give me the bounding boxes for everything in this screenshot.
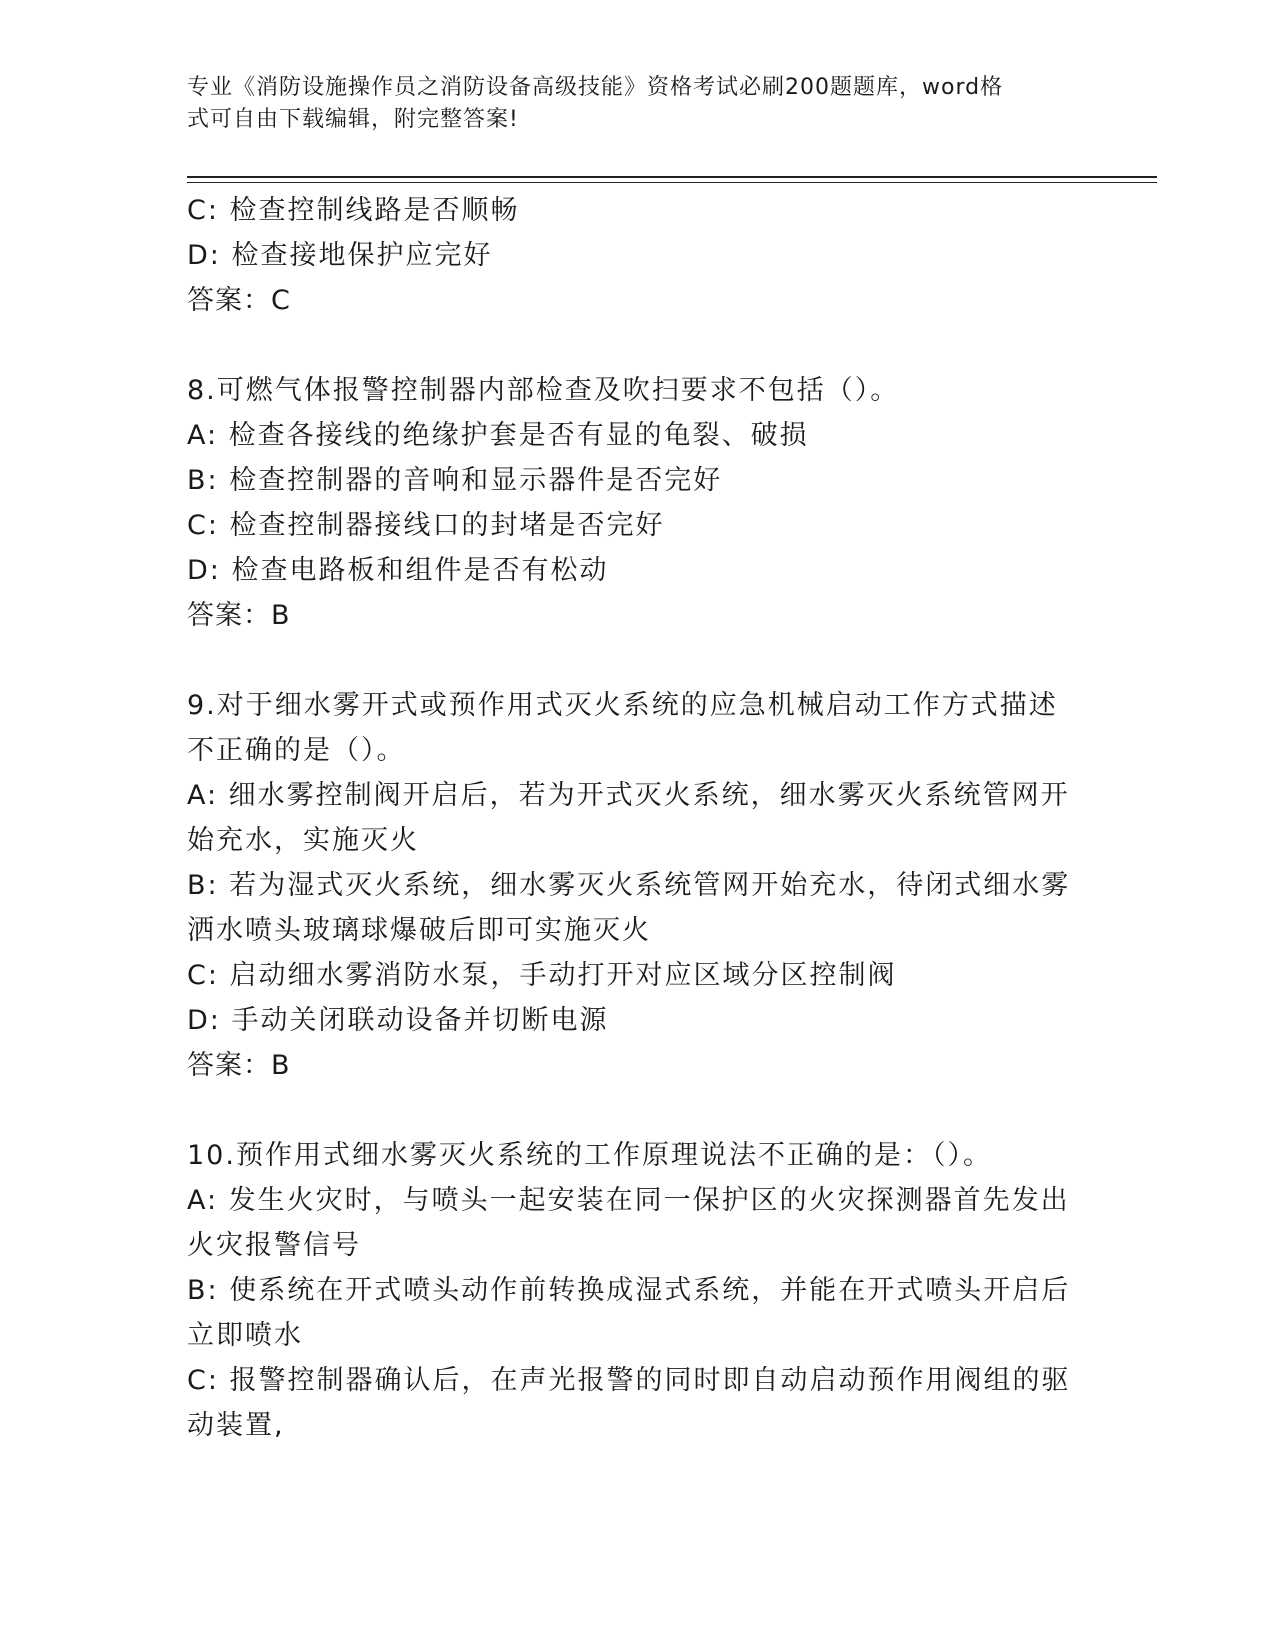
option-a: A: 发生火灾时，与喷头一起安装在同一保护区的火灾探测器首先发出 (187, 1185, 1070, 1216)
option-b: B: 若为湿式灭火系统，细水雾灭火系统管网开始充水，待闭式细水雾 (187, 870, 1071, 901)
answer-label: 答案：C (187, 285, 291, 316)
question-block-10 (187, 1133, 1087, 1448)
option-a-continued: 始充水，实施灭火 (187, 825, 419, 856)
option-d: D: 手动关闭联动设备并切断电源 (187, 1005, 609, 1036)
option-c: C: 检查控制线路是否顺畅 (187, 195, 520, 226)
option-a-continued: 火灾报警信号 (187, 1230, 361, 1261)
answer-label: 答案：B (187, 1050, 291, 1081)
option-b: B: 检查控制器的音响和显示器件是否完好 (187, 465, 723, 496)
header-title-line-2: 式可自由下载编辑，附完整答案! (187, 107, 519, 132)
option-d: D: 检查接地保护应完好 (187, 240, 493, 271)
option-c: C: 报警控制器确认后，在声光报警的同时即自动启动预作用阀组的驱 (187, 1365, 1071, 1396)
option-d: D: 检查电路板和组件是否有松动 (187, 555, 609, 586)
option-a: A: 检查各接线的绝缘护套是否有显的龟裂、破损 (187, 420, 809, 451)
option-c: C: 启动细水雾消防水泵，手动打开对应区域分区控制阀 (187, 960, 897, 991)
option-a: A: 细水雾控制阀开启后，若为开式灭火系统，细水雾灭火系统管网开 (187, 780, 1070, 811)
header-divider (187, 176, 1157, 183)
question-content (187, 188, 1087, 1448)
question-block-7 (187, 188, 1087, 323)
header-title-line-1: 专业《消防设施操作员之消防设备高级技能》资格考试必刷200题题库，word格 (187, 75, 1004, 100)
question-stem-continued: 不正确的是（）。 (187, 735, 406, 766)
question-block-8 (187, 368, 1087, 638)
answer-label: 答案：B (187, 600, 291, 631)
option-b: B: 使系统在开式喷头动作前转换成湿式系统，并能在开式喷头开启后 (187, 1275, 1071, 1306)
page-header (187, 72, 1067, 136)
option-b-continued: 洒水喷头玻璃球爆破后即可实施灭火 (187, 915, 651, 946)
question-stem: 9.对于细水雾开式或预作用式灭火系统的应急机械启动工作方式描述 (187, 690, 1058, 721)
question-stem: 10.预作用式细水雾灭火系统的工作原理说法不正确的是：（）。 (187, 1140, 992, 1171)
option-c: C: 检查控制器接线口的封堵是否完好 (187, 510, 665, 541)
question-stem: 8.可燃气体报警控制器内部检查及吹扫要求不包括（）。 (187, 375, 900, 406)
question-block-9 (187, 683, 1087, 1088)
option-b-continued: 立即喷水 (187, 1320, 303, 1351)
option-c-continued: 动装置, (187, 1410, 285, 1441)
